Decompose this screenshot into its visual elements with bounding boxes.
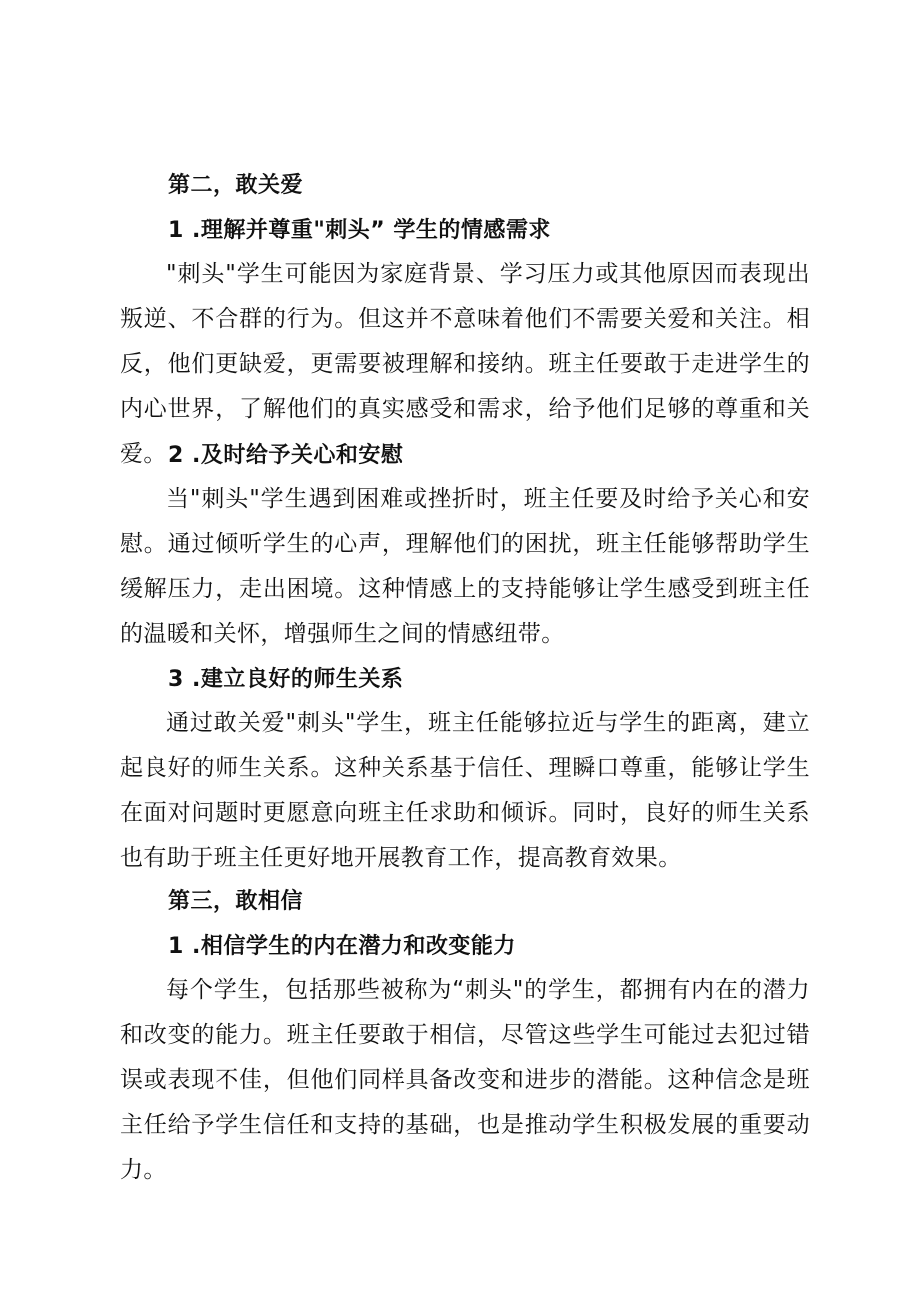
paragraph-inner-potential: 每个学生，包括那些被称为“刺头"的学生，都拥有内在的潜力和改变的能力。班主任要敢于相信，尽管这些学生可能过去犯过错误或表现不佳，但他们同样具备改变和进步的潜能。这种信念是班主任给予学生信任和支持的基础，也是推动学生积极发展的重要动力。 xyxy=(120,977,810,1183)
subheading-timely-care: 2 .及时给予关心和安慰 xyxy=(168,443,404,468)
subheading-inner-potential: 1 .相信学生的内在潜力和改变能力 xyxy=(168,934,516,959)
section-heading-care: 第二，敢关爱 xyxy=(168,173,304,198)
paragraph-good-relationship: 通过敢关爱"刺头"学生，班主任能够拉近与学生的距离，建立起良好的师生关系。这种关系基于信任、理瞬口尊重，能够让学生在面对问题时更愿意向班主任求助和倾诉。同时，良好的师生关系也有助于班主任更好地开展教育工作，提高教育效果。 xyxy=(120,710,810,871)
subheading-good-relationship: 3 .建立良好的师生关系 xyxy=(168,667,404,692)
subheading-understand-respect: 1 .理解并尊重"刺头” 学生的情感需求 xyxy=(168,218,551,243)
paragraph-timely-care: 当"刺头"学生遇到困难或挫折时，班主任要及时给予关心和安慰。通过倾听学生的心声，理解他们的困扰，班主任能够帮助学生缓解压力，走出困境。这种情感上的支持能够让学生感受到班主任的温暖和关怀，增强师生之间的情感纽带。 xyxy=(120,486,810,647)
paragraph-emotional-needs: "刺头"学生可能因为家庭背景、学习压力或其他原因而表现出叛逆、不合群的行为。但这并不意味着他们不需要关爱和关注。相反，他们更缺爱，更需要被理解和接纳。班主任要敢于走进学生的内心世界，了解他们的真实感受和需求，给予他们足够的尊重和关爱。 xyxy=(120,261,810,467)
section-heading-believe: 第三，敢相信 xyxy=(168,889,304,914)
